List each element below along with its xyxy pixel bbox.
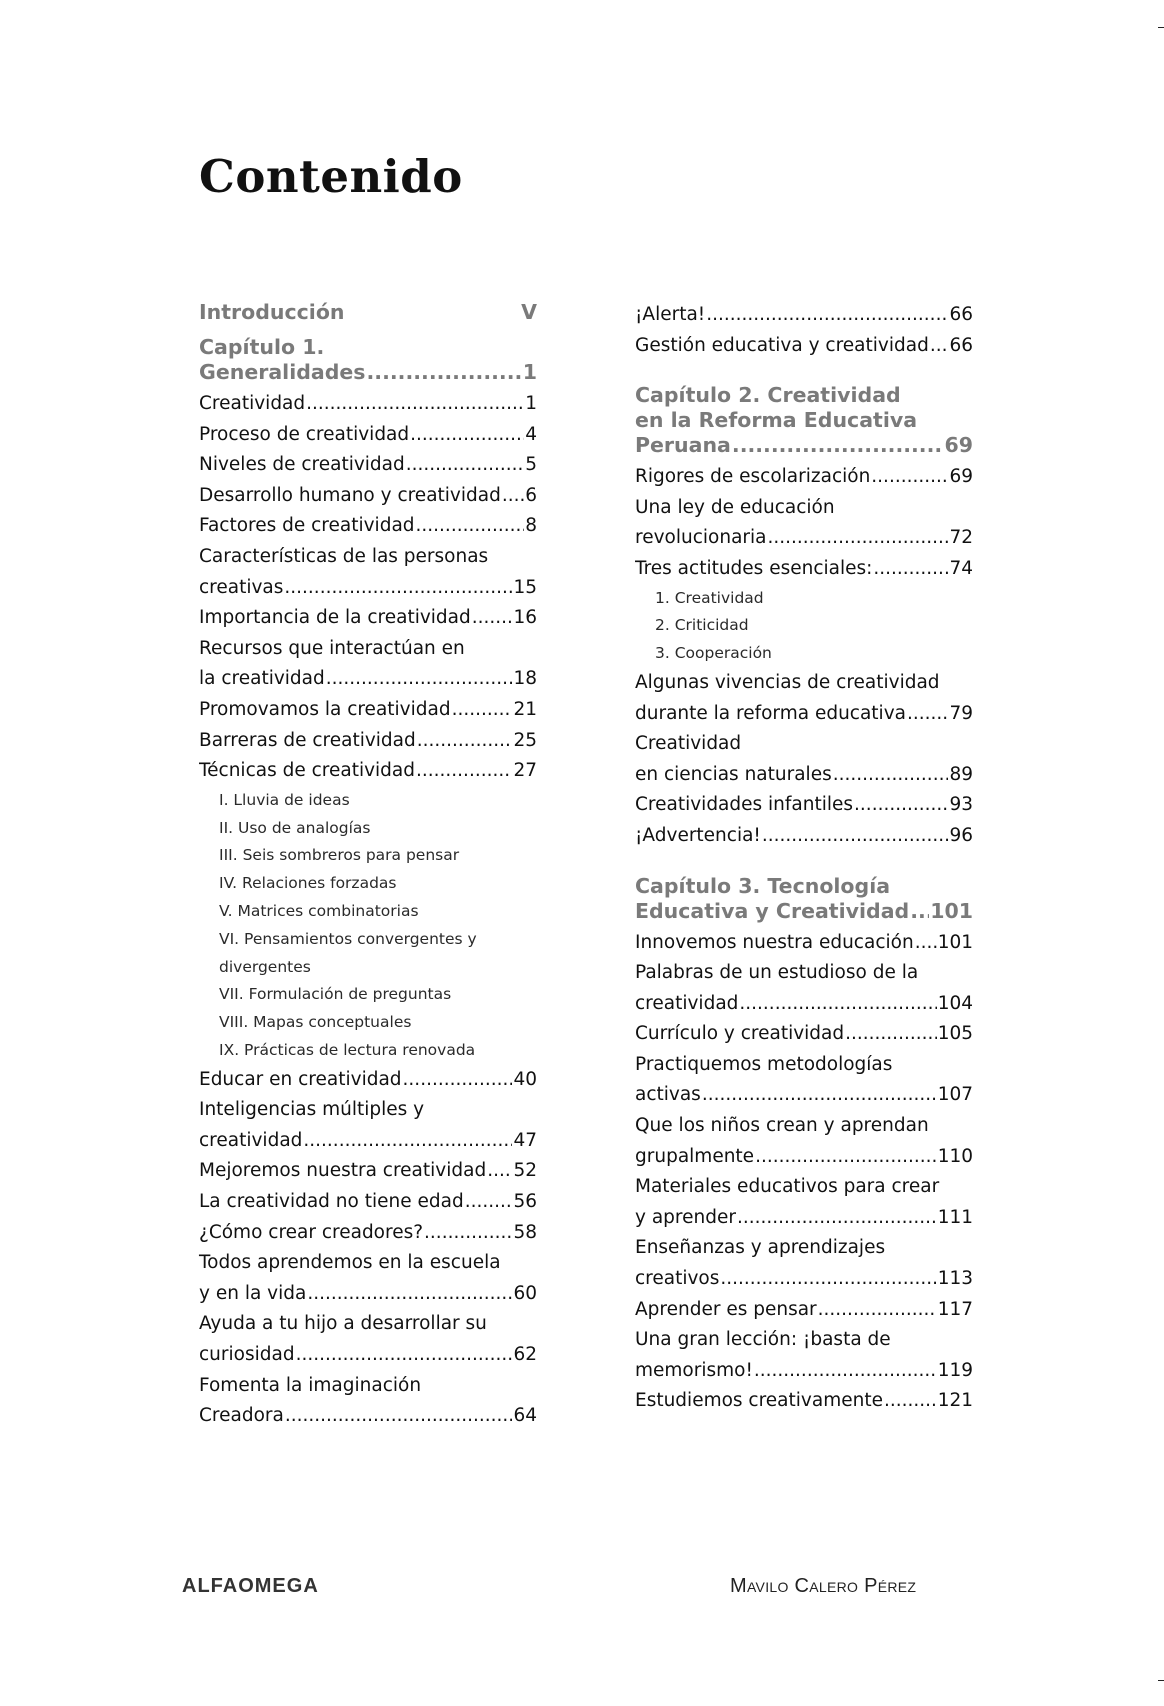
toc-entry (635, 790, 973, 821)
toc-subitem-label: III. Seis sombreros para pensar (219, 846, 460, 865)
toc-entry (199, 1309, 537, 1370)
toc-entry-row (199, 481, 537, 512)
toc-entry-title: durante la reforma educativa (635, 702, 906, 724)
toc-entry-line: Una ley de educación (635, 496, 835, 518)
toc-entry (635, 1233, 973, 1294)
dot-leader (755, 1142, 937, 1173)
page-number: 107 (937, 1084, 973, 1106)
toc-entry-row (635, 523, 973, 554)
toc-subitem-label: 2. Criticidad (655, 616, 749, 635)
toc-chapter-title: Generalidades (199, 360, 366, 384)
toc-entry-title: Estudiemos creativamente (635, 1390, 883, 1412)
toc-subitem (199, 842, 537, 870)
toc-subitem-label: 3. Cooperación (655, 644, 772, 663)
toc-entry (635, 462, 973, 493)
page-title: Contenido (199, 150, 463, 203)
footer-publisher: ALFAOMEGA (182, 1575, 319, 1597)
toc-subitem (635, 585, 973, 613)
toc-entry (635, 729, 973, 790)
dot-leader (907, 699, 948, 730)
toc-entry-row (635, 1019, 973, 1050)
toc-entry-row (635, 1142, 973, 1173)
toc-chapter-heading-line: Capítulo 1. (199, 335, 325, 359)
toc-entry (199, 1187, 537, 1218)
toc-entry (199, 1095, 537, 1156)
toc-entry (199, 481, 537, 512)
toc-chapter-row (635, 433, 973, 458)
toc-entry (199, 1065, 537, 1096)
toc-entry-row (199, 726, 537, 757)
toc-entry-row (635, 1264, 973, 1295)
dot-leader (465, 1187, 513, 1218)
toc-entry-row (199, 573, 537, 604)
toc-entry-row (635, 989, 973, 1020)
toc-entry-row (199, 1065, 537, 1096)
dot-leader (307, 1279, 512, 1310)
dot-leader (737, 1203, 937, 1234)
toc-entry-title: activas (635, 1084, 701, 1106)
toc-subitem (199, 787, 537, 815)
toc-entry-title: Gestión educativa y creatividad (635, 334, 929, 356)
toc-entry-row (635, 699, 973, 730)
dot-leader (706, 300, 948, 331)
toc-entry-row (199, 450, 537, 481)
toc-right-column (635, 300, 973, 1417)
toc-entry-row (635, 1386, 973, 1417)
dot-leader (416, 756, 512, 787)
dot-leader (910, 899, 929, 924)
toc-entry-row (635, 1080, 973, 1111)
toc-entry-title: grupalmente (635, 1145, 755, 1167)
page-number: 64 (513, 1405, 537, 1427)
page-number: 74 (949, 557, 973, 579)
dot-leader (502, 481, 524, 512)
toc-entry-line: Fomenta la imaginación (199, 1374, 422, 1396)
toc-entry-row (199, 1218, 537, 1249)
toc-subitem-label: I. Lluvia de ideas (219, 790, 350, 809)
toc-entry-line: Materiales educativos para crear (635, 1176, 940, 1198)
toc-entry-row (199, 756, 537, 787)
toc-entry-title: y en la vida (199, 1282, 307, 1304)
page-number: 15 (513, 576, 537, 598)
toc-entry (199, 726, 537, 757)
toc-subitem (199, 926, 537, 982)
page-number: 21 (513, 698, 537, 720)
dot-leader (873, 554, 948, 585)
toc-entry-title: Educar en creatividad (199, 1068, 402, 1090)
toc-entry-title: Barreras de creatividad (199, 729, 416, 751)
toc-entry-line: Palabras de un estudioso de la (635, 962, 919, 984)
page-number: 1 (522, 360, 537, 384)
toc-entry (635, 554, 973, 585)
toc-subitem (199, 981, 537, 1009)
page-number: 93 (949, 794, 973, 816)
toc-entry-title: revolucionaria (635, 527, 767, 549)
toc-entry-title: y aprender (635, 1206, 736, 1228)
toc-entry-line: Ayuda a tu hijo a desarrollar su (199, 1313, 487, 1335)
toc-subitem-label: IV. Relaciones forzadas (219, 874, 397, 893)
toc-entry-line: Que los niños crean y aprendan (635, 1115, 929, 1137)
toc-entry (635, 668, 973, 729)
page-number: 6 (525, 484, 537, 506)
toc-entry-title: ¡Advertencia! (635, 824, 761, 846)
toc-entry-row (635, 760, 973, 791)
dot-leader (410, 420, 524, 451)
toc-entry-title: Creadora (199, 1405, 284, 1427)
dot-leader (754, 1356, 937, 1387)
toc-entry-title: en ciencias naturales (635, 763, 832, 785)
toc-entry-title: la creatividad (199, 668, 325, 690)
toc-subitem-label: VI. Pensamientos convergentes y (219, 929, 477, 948)
toc-entry (199, 542, 537, 603)
dot-leader (732, 433, 944, 458)
toc-entry-line: Inteligencias múltiples y (199, 1099, 425, 1121)
dot-leader (284, 573, 512, 604)
toc-entry-row (199, 1340, 537, 1371)
toc-entry (635, 821, 973, 852)
page-number: 52 (513, 1160, 537, 1182)
toc-entry-row (199, 1401, 537, 1432)
toc-entry-row (199, 389, 537, 420)
dot-leader (285, 1401, 513, 1432)
toc-subitem (199, 870, 537, 898)
dot-leader (845, 1019, 937, 1050)
toc-subitem (635, 612, 973, 640)
page-number: 79 (949, 702, 973, 724)
toc-entry (635, 1050, 973, 1111)
toc-entry-row (635, 1356, 973, 1387)
page-number: 113 (937, 1268, 973, 1290)
toc-subitem-label: VII. Formulación de preguntas (219, 985, 452, 1004)
toc-entry-title: creatividad (635, 992, 739, 1014)
toc-entry-title: Mejoremos nuestra creatividad (199, 1160, 487, 1182)
toc-chapter-row (199, 360, 537, 385)
page-number: 101 (930, 898, 973, 923)
toc-entry (199, 603, 537, 634)
toc-entry (199, 389, 537, 420)
toc-subitem-label: VIII. Mapas conceptuales (219, 1013, 412, 1032)
dot-leader (424, 1218, 512, 1249)
toc-entry-title: Aprender es pensar (635, 1298, 817, 1320)
toc-subitem (199, 1037, 537, 1065)
page-number: 111 (937, 1206, 973, 1228)
toc-entry-row (199, 1156, 537, 1187)
toc-entry-title: Rigores de escolarización (635, 466, 871, 488)
toc-entry-title: creativas (199, 576, 284, 598)
toc-entry-row (199, 695, 537, 726)
toc-entry (199, 420, 537, 451)
dot-leader (768, 523, 949, 554)
toc-entry (199, 1371, 537, 1432)
toc-entry-row (199, 1279, 537, 1310)
page-number: 119 (937, 1359, 973, 1381)
toc-entry (635, 958, 973, 1019)
toc-entry (635, 1295, 973, 1326)
footer-author: Mavilo Calero Pérez (730, 1575, 917, 1597)
page-number: 104 (937, 992, 973, 1014)
page-number: 1 (525, 393, 537, 414)
toc-subitem-label: 1. Creatividad (655, 588, 764, 607)
page-number: 25 (513, 729, 537, 751)
toc-entry-title: La creatividad no tiene edad (199, 1191, 464, 1213)
page-number: 69 (949, 466, 973, 488)
toc-subitem (635, 640, 973, 668)
toc-entry-title: Creatividades infantiles (635, 794, 854, 816)
page-number: 66 (949, 304, 973, 325)
toc-entry-title: Proceso de creatividad (199, 423, 410, 445)
toc-entry-title: curiosidad (199, 1344, 295, 1366)
dot-leader (487, 1156, 512, 1187)
toc-subitem (199, 898, 537, 926)
toc-entry (635, 1386, 973, 1417)
toc-entry-title: creatividad (199, 1129, 303, 1151)
toc-entry (199, 1248, 537, 1309)
toc-entry-title: Niveles de creatividad (199, 454, 405, 476)
dot-leader (762, 821, 949, 852)
page-number: 8 (525, 515, 537, 537)
page-number: 58 (513, 1221, 537, 1243)
dot-leader (702, 1080, 937, 1111)
toc-entry-title: memorismo! (635, 1359, 753, 1381)
dot-leader (884, 1386, 937, 1417)
crop-mark-top (1158, 27, 1164, 28)
toc-entry (199, 450, 537, 481)
toc-chapter (199, 300, 537, 325)
toc-left-column (199, 300, 537, 1432)
toc-entry-title: Técnicas de creatividad (199, 760, 416, 782)
toc-entry-row (635, 1203, 973, 1234)
toc-chapter-heading-line: Capítulo 2. Creatividad (635, 383, 901, 408)
toc-entry-line: Una gran lección: ¡basta de (635, 1329, 891, 1351)
toc-entry-row (635, 554, 973, 585)
toc-entry-row (635, 462, 973, 493)
toc-entry-title: Desarrollo humano y creatividad (199, 484, 501, 506)
page-number: 89 (949, 763, 973, 785)
toc-entry (199, 1218, 537, 1249)
toc-entry-line: Algunas vivencias de creatividad (635, 671, 940, 693)
page-number: 56 (513, 1191, 537, 1213)
toc-chapter-title: Educativa y Creatividad (635, 898, 910, 923)
page-number: 96 (949, 824, 973, 846)
dot-leader (930, 331, 949, 362)
dot-leader (833, 760, 949, 791)
dot-leader (818, 1295, 937, 1326)
page-number: 47 (513, 1129, 537, 1151)
page-number: 117 (937, 1298, 973, 1320)
toc-entry-row (199, 1126, 537, 1157)
toc-entry-row (199, 664, 537, 695)
toc-chapter (635, 383, 973, 458)
toc-chapter (635, 874, 973, 924)
toc-entry-line: Recursos que interactúan en (199, 637, 465, 659)
toc-entry-title: ¡Alerta! (635, 304, 706, 325)
page-number: 66 (949, 334, 973, 356)
toc-entry-line: Características de las personas (199, 545, 489, 567)
toc-chapter-heading-line: Capítulo 3. Tecnología (635, 873, 891, 898)
toc-chapter (199, 335, 537, 385)
page-number: 72 (949, 527, 973, 549)
dot-leader (367, 360, 522, 385)
dot-leader (854, 790, 948, 821)
toc-entry (635, 1172, 973, 1233)
toc-entry-row (635, 331, 973, 362)
toc-entry (199, 756, 537, 787)
toc-entry (199, 634, 537, 695)
toc-entry-row (635, 790, 973, 821)
toc-entry-title: creativos (635, 1268, 720, 1290)
dot-leader (472, 603, 513, 634)
page-number: 40 (513, 1068, 537, 1090)
toc-subitem-label: II. Uso de analogías (219, 818, 371, 837)
toc-entry-line: Creatividad (635, 733, 742, 755)
dot-leader (406, 450, 524, 481)
dot-leader (306, 389, 524, 420)
toc-entry (635, 493, 973, 554)
toc-entry (635, 1019, 973, 1050)
page-number: 4 (525, 423, 537, 445)
page-number: V (521, 300, 537, 324)
dot-leader (739, 989, 936, 1020)
dot-leader (303, 1126, 512, 1157)
dot-leader (326, 664, 513, 695)
dot-leader (915, 928, 937, 959)
dot-leader (403, 1065, 513, 1096)
toc-entry-line: Practiquemos metodologías (635, 1053, 893, 1075)
toc-entry (199, 695, 537, 726)
toc-chapter-title: Peruana (635, 433, 731, 458)
toc-subitem (199, 1009, 537, 1037)
toc-entry-row (635, 300, 973, 331)
page-number: 105 (937, 1023, 973, 1045)
page-number: 16 (513, 607, 537, 629)
toc-chapter-row (635, 899, 973, 924)
toc-entry (199, 1156, 537, 1187)
toc-entry (635, 1111, 973, 1172)
page-number: 18 (513, 668, 537, 690)
dot-leader (452, 695, 513, 726)
toc-subitem-label: V. Matrices combinatorias (219, 901, 419, 920)
page-number: 60 (513, 1282, 537, 1304)
toc-entry (635, 300, 973, 331)
toc-entry-row (199, 511, 537, 542)
toc-entry-row (635, 1295, 973, 1326)
toc-subitem (199, 815, 537, 843)
toc-subitem-continuation: divergentes (219, 957, 311, 976)
toc-entry-title: Creatividad (199, 393, 306, 414)
toc-entry (199, 511, 537, 542)
toc-chapter-row (199, 300, 537, 325)
toc-entry-title: Promovamos la creatividad (199, 698, 451, 720)
toc-entry-row (199, 603, 537, 634)
dot-leader (416, 511, 525, 542)
toc-entry (635, 1325, 973, 1386)
toc-entry (635, 331, 973, 362)
page-number: 121 (937, 1390, 973, 1412)
dot-leader (871, 462, 948, 493)
toc-entry-row (635, 928, 973, 959)
toc-entry-row (635, 821, 973, 852)
page-number: 69 (944, 433, 973, 458)
toc-entry-title: Innovemos nuestra educación (635, 931, 914, 953)
toc-entry-row (199, 420, 537, 451)
toc-entry-title: ¿Cómo crear creadores? (199, 1221, 424, 1243)
page-number: 62 (513, 1344, 537, 1366)
toc-chapter-heading-line: en la Reforma Educativa (635, 408, 918, 433)
toc-entry-title: Factores de creatividad (199, 515, 415, 537)
dot-leader (417, 726, 513, 757)
toc-entry-row (199, 1187, 537, 1218)
toc-entry-title: Tres actitudes esenciales: (635, 557, 873, 579)
page-number: 27 (513, 760, 537, 782)
dot-leader (720, 1264, 936, 1295)
toc-entry-line: Todos aprendemos en la escuela (199, 1252, 501, 1274)
toc-chapter-title: Introducción (199, 300, 345, 324)
crop-mark-bottom (1158, 1680, 1164, 1681)
toc-entry-title: Currículo y creatividad (635, 1023, 845, 1045)
toc-entry-line: Enseñanzas y aprendizajes (635, 1237, 886, 1259)
dot-leader (296, 1340, 513, 1371)
page-number: 110 (937, 1145, 973, 1167)
toc-subitem-label: IX. Prácticas de lectura renovada (219, 1040, 476, 1059)
page-number: 5 (525, 454, 537, 476)
toc-entry (635, 928, 973, 959)
toc-entry-title: Importancia de la creatividad (199, 607, 471, 629)
page-number: 101 (937, 931, 973, 953)
